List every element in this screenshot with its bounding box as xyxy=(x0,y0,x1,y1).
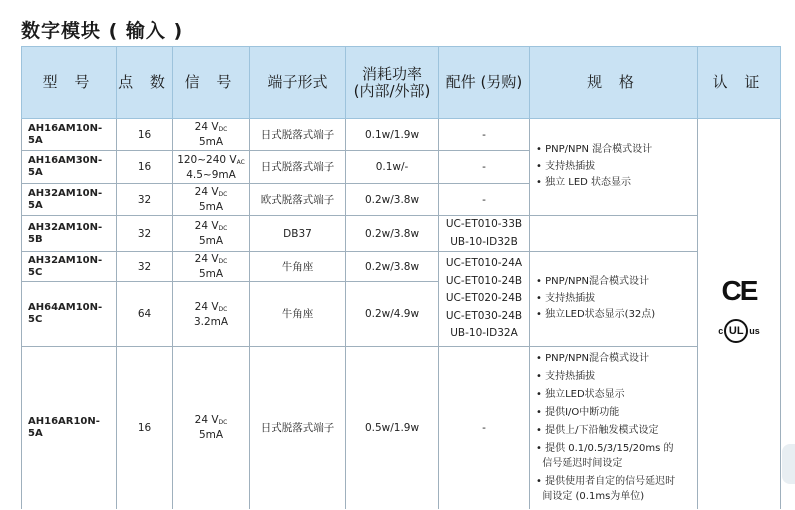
points-cell: 32 xyxy=(117,252,173,282)
power-cell: 0.2w/3.8w xyxy=(346,216,439,252)
spec-line: • 提供 0.1/0.5/3/15/20ms 的 xyxy=(536,443,674,455)
spec-cell xyxy=(530,347,698,509)
points-cell: 64 xyxy=(117,282,173,347)
signal-current: 5mA xyxy=(198,235,224,247)
header-power-line2: (内部/外部) xyxy=(353,81,431,100)
terminal-cell: 牛角座 xyxy=(250,282,346,347)
header-spec: 规 格 xyxy=(530,47,698,119)
accessory-item: UC-ET010-33B xyxy=(445,218,523,230)
header-terminal: 端子形式 xyxy=(250,47,346,119)
power-cell: 0.5w/1.9w xyxy=(346,347,439,509)
table-row xyxy=(22,216,781,252)
cul-us-mark-icon xyxy=(718,319,760,343)
spec-line: • PNP/NPN混合模式设计 xyxy=(536,353,649,365)
signal-cell xyxy=(173,119,250,151)
power-cell: 0.2w/3.8w xyxy=(346,184,439,216)
accessory-item: UC-ET010-24A xyxy=(445,257,523,270)
ul-us-letters: us xyxy=(749,325,760,336)
signal-current: 5mA xyxy=(198,429,224,442)
spec-line: 间设定 (0.1ms为单位) xyxy=(536,491,645,503)
spec-line: • 独立LED状态显示 xyxy=(536,389,625,401)
signal-current: 4.5~9mA xyxy=(186,168,236,181)
accessory-cell xyxy=(439,216,530,252)
accessory-item: UB-10-ID32B xyxy=(450,235,518,248)
header-signal: 信 号 xyxy=(173,47,250,119)
header-points: 点 数 xyxy=(117,47,173,119)
spec-line: • 提供I/O中断功能 xyxy=(536,407,620,419)
table-row xyxy=(22,119,781,151)
signal-sub: DC xyxy=(218,419,228,427)
points-cell: 16 xyxy=(117,119,173,151)
terminal-cell: DB37 xyxy=(250,216,346,252)
signal-cell xyxy=(173,184,250,216)
points-cell: 32 xyxy=(117,216,173,252)
accessory-item: UC-ET020-24B xyxy=(445,292,523,305)
spec-cell xyxy=(530,119,698,216)
signal-sub: DC xyxy=(218,305,228,313)
terminal-cell: 牛角座 xyxy=(250,252,346,282)
header-power xyxy=(346,47,439,119)
ce-mark-icon: CE xyxy=(721,274,757,306)
spec-line: • 支持热插拔 xyxy=(536,371,596,383)
signal-voltage: 24 V xyxy=(194,300,219,313)
terminal-cell: 日式脱落式端子 xyxy=(250,151,346,184)
spec-line: • 支持热插拔 xyxy=(536,292,596,304)
header-cert: 认 证 xyxy=(698,47,781,119)
signal-voltage: 120~240 V xyxy=(177,153,237,166)
signal-current: 5mA xyxy=(198,201,224,213)
table-row xyxy=(22,252,781,282)
header-power-line1: 消耗功率 xyxy=(361,64,422,83)
signal-voltage: 24 V xyxy=(194,186,219,198)
signal-voltage: 24 V xyxy=(194,121,219,133)
header-row xyxy=(22,47,781,119)
accessory-cell: - xyxy=(439,151,530,184)
terminal-cell: 日式脱落式端子 xyxy=(250,347,346,509)
header-model: 型 号 xyxy=(22,47,117,119)
spec-line: • PNP/NPN混合模式设计 xyxy=(536,276,649,288)
signal-cell xyxy=(173,252,250,282)
signal-sub: DC xyxy=(218,225,228,232)
spec-line: • PNP/NPN 混合模式设计 xyxy=(536,144,653,156)
spec-line: 信号延迟时间设定 xyxy=(536,458,623,470)
accessory-item: UC-ET030-24B xyxy=(445,309,523,322)
signal-sub: DC xyxy=(218,191,228,198)
ul-c-letter: c xyxy=(718,325,724,336)
accessory-cell xyxy=(439,252,530,347)
spec-line: • 提供使用者自定的信号延迟时 xyxy=(536,476,676,488)
points-cell: 32 xyxy=(117,184,173,216)
signal-cell xyxy=(173,151,250,184)
spec-line: • 提供上/下沿触发模式设定 xyxy=(536,425,659,437)
signal-voltage: 24 V xyxy=(194,253,219,265)
signal-cell xyxy=(173,282,250,347)
model-cell: AH16AM30N-5A xyxy=(22,151,117,184)
power-cell: 0.1w/- xyxy=(346,151,439,184)
accessory-cell: - xyxy=(439,119,530,151)
signal-current: 3.2mA xyxy=(193,315,229,328)
model-cell: AH16AM10N-5A xyxy=(22,119,117,151)
terminal-cell: 欧式脱落式端子 xyxy=(250,184,346,216)
spec-cell-empty xyxy=(530,216,698,252)
model-cell: AH32AM10N-5A xyxy=(22,184,117,216)
page-title: 数字模块 ( 输入 ) xyxy=(21,20,184,42)
spec-line: • 支持热插拔 xyxy=(536,160,596,172)
signal-voltage: 24 V xyxy=(194,220,219,232)
signal-sub: AC xyxy=(236,158,245,166)
accessory-item: UB-10-ID32A xyxy=(450,327,518,340)
header-accessory: 配件 (另购) xyxy=(439,47,530,119)
model-cell: AH32AM10N-5C xyxy=(22,252,117,282)
signal-cell xyxy=(173,216,250,252)
ul-circle: UL xyxy=(724,319,748,343)
model-cell: AH64AM10N-5C xyxy=(22,282,117,347)
power-cell: 0.2w/4.9w xyxy=(346,282,439,347)
points-cell: 16 xyxy=(117,151,173,184)
spec-line: • 独立LED状态显示(32点) xyxy=(536,309,656,321)
cert-cell xyxy=(698,119,781,509)
accessory-cell: - xyxy=(439,347,530,509)
signal-sub: DC xyxy=(218,258,228,265)
table-row xyxy=(22,347,781,509)
model-cell: AH32AM10N-5B xyxy=(22,216,117,252)
signal-cell xyxy=(173,347,250,509)
signal-current: 5mA xyxy=(198,268,224,280)
accessory-item: UC-ET010-24B xyxy=(445,274,523,287)
points-cell: 16 xyxy=(117,347,173,509)
side-scroll-tab[interactable] xyxy=(782,444,795,484)
digital-input-module-table xyxy=(21,46,781,509)
signal-voltage: 24 V xyxy=(194,414,219,427)
accessory-cell: - xyxy=(439,184,530,216)
spec-cell xyxy=(530,252,698,347)
signal-sub: DC xyxy=(218,126,228,133)
terminal-cell: 日式脱落式端子 xyxy=(250,119,346,151)
signal-current: 5mA xyxy=(198,136,224,148)
power-cell: 0.2w/3.8w xyxy=(346,252,439,282)
model-cell: AH16AR10N-5A xyxy=(22,347,117,509)
spec-line: • 独立 LED 状态显示 xyxy=(536,177,632,189)
power-cell: 0.1w/1.9w xyxy=(346,119,439,151)
